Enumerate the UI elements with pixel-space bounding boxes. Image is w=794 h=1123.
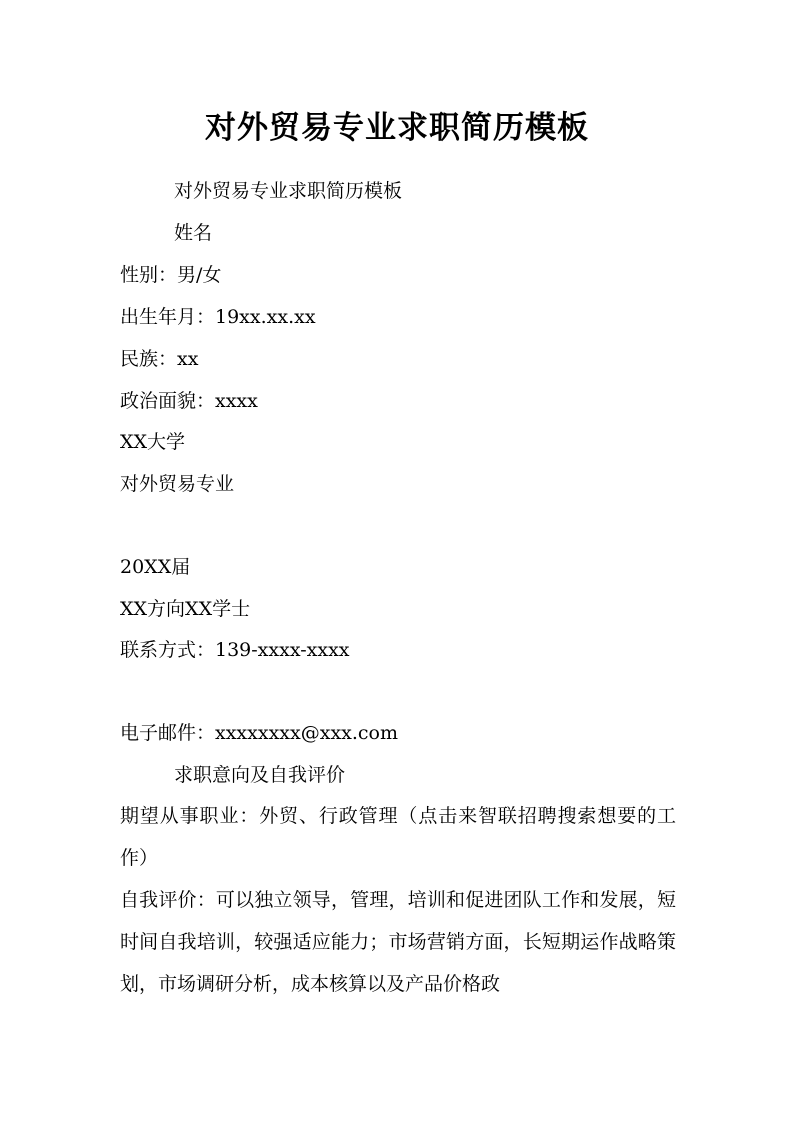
ethnicity-line: 民族：xx bbox=[120, 348, 199, 370]
birth-line: 出生年月：19xx.xx.xx bbox=[120, 306, 316, 328]
resume-subtitle: 对外贸易专业求职简历模板 bbox=[174, 180, 403, 202]
email-line: 电子邮件：xxxxxxxx@xxx.com bbox=[120, 722, 399, 744]
major-line: 对外贸易专业 bbox=[120, 473, 235, 495]
name-label: 姓名 bbox=[174, 222, 213, 244]
self-evaluation-paragraph: 自我评价：可以独立领导，管理，培训和促进团队工作和发展，短时间自我培训，较强适应能力；市场营销方面，长短期运作战略策划，市场调研分析，成本核算以及产品价格政 bbox=[120, 889, 676, 995]
career-goal-paragraph: 期望从事职业：外贸、行政管理（点击来智联招聘搜索想要的工作） bbox=[120, 805, 676, 869]
degree-line: XX方向XX学士 bbox=[120, 598, 251, 620]
graduation-line: 20XX届 bbox=[120, 556, 191, 578]
gender-line: 性别：男/女 bbox=[120, 264, 222, 286]
document-title: 对外贸易专业求职简历模板 bbox=[205, 110, 589, 146]
politics-line: 政治面貌：xxxx bbox=[120, 390, 258, 412]
university-line: XX大学 bbox=[120, 431, 186, 453]
contact-line: 联系方式：139-xxxx-xxxx bbox=[120, 639, 350, 661]
section-heading: 求职意向及自我评价 bbox=[174, 764, 346, 786]
